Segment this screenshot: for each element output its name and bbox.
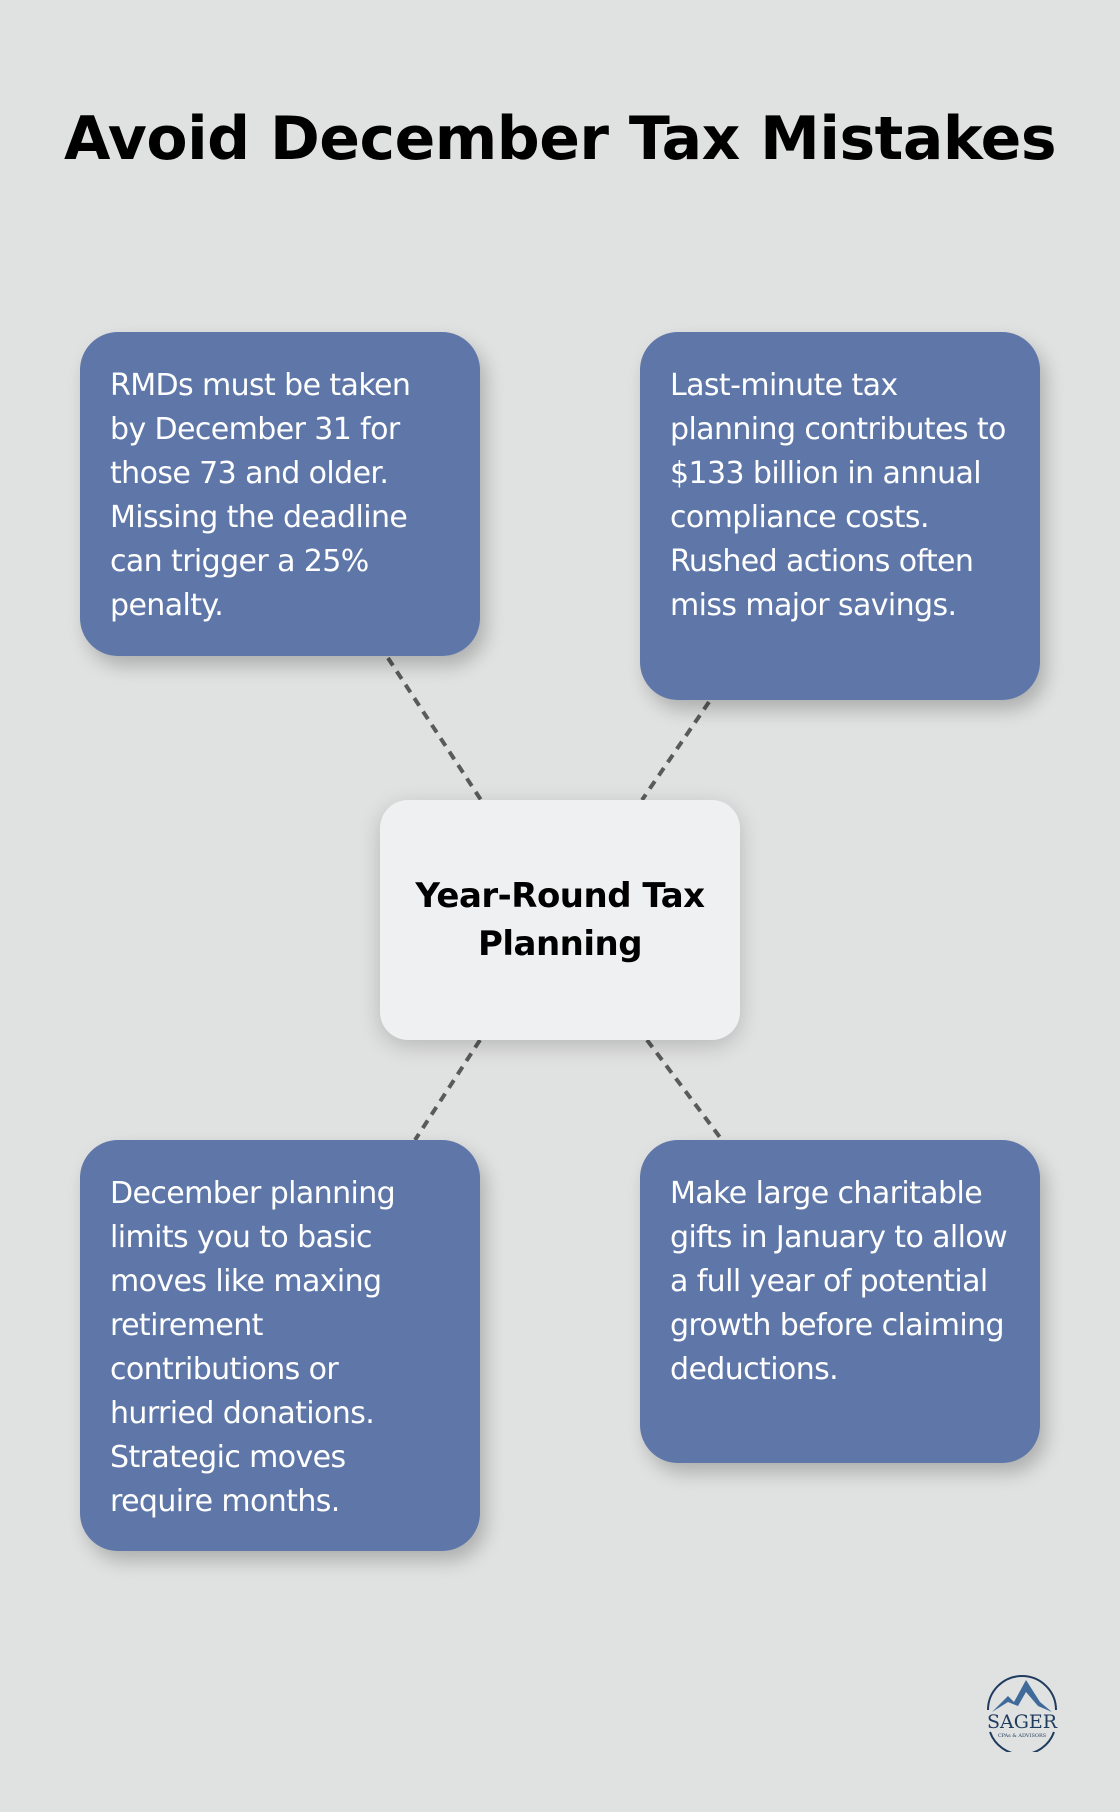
card-top-left [80, 332, 480, 656]
center-node [380, 800, 740, 1040]
svg-text:SAGER: SAGER [986, 1711, 1058, 1733]
card-bottom-left [80, 1140, 480, 1551]
connector-top-left [388, 658, 481, 800]
card-text: December planning limits you to basic moves like maxing retirement contributions or hurried donations. Strategic moves require months. [110, 1176, 396, 1519]
card-text: Make large charitable gifts in January to allow a full year of potential growth before claiming deductions. [670, 1176, 1008, 1387]
connector-top-right [642, 702, 709, 800]
page-title: Avoid December Tax Mistakes [63, 104, 1057, 174]
mountain-icon [978, 1672, 1066, 1752]
card-top-right [640, 332, 1040, 700]
connector-bottom-left [415, 1040, 480, 1140]
sager-logo [978, 1672, 1066, 1752]
center-node-label: Year-Round Tax Planning [415, 876, 705, 964]
card-text: RMDs must be taken by December 31 for those 73 and older. Missing the deadline can trigger a 25% penalty. [110, 368, 411, 623]
card-text: Last-minute tax planning contributes to $133 billion in annual compliance costs. Rushed actions often miss major savings. [670, 368, 1006, 623]
connector-bottom-right [647, 1040, 722, 1140]
card-bottom-right [640, 1140, 1040, 1463]
svg-text:CPAs & ADVISORS: CPAs & ADVISORS [997, 1733, 1047, 1739]
